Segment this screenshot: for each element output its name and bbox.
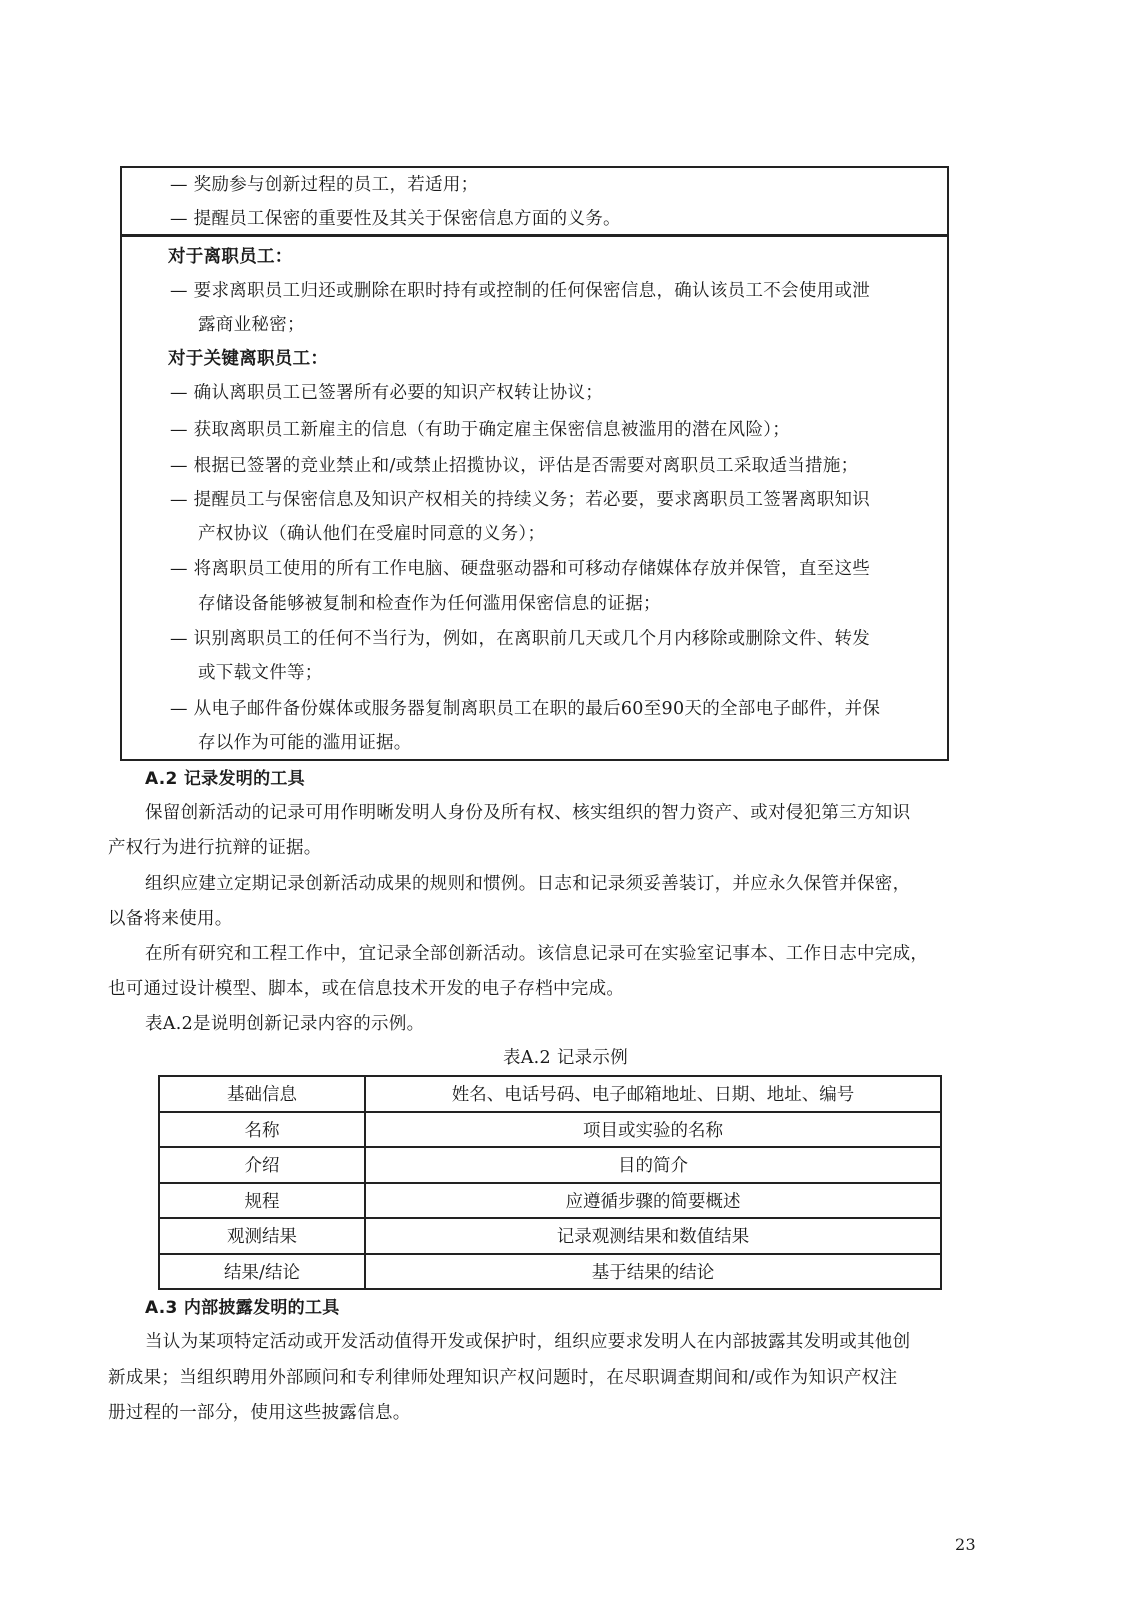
table-row <box>159 1183 941 1219</box>
list-item: — 识别离职员工的任何不当行为，例如，在离职前几天或几个月内移除或删除文件、转发 <box>170 629 871 649</box>
table-cell-key: 名称 <box>159 1112 365 1148</box>
paragraph-line: 新成果；当组织聘用外部顾问和专利律师处理知识产权问题时，在尽职调查期间和/或作为知识产权注 <box>108 1368 898 1388</box>
paragraph-line: 在所有研究和工程工作中，宜记录全部创新活动。该信息记录可在实验室记事本、工作日志中完成， <box>145 944 929 964</box>
list-item: — 从电子邮件备份媒体或服务器复制离职员工在职的最后60至90天的全部电子邮件，并保 <box>170 699 881 719</box>
table-cell-key: 介绍 <box>159 1147 365 1183</box>
paragraph-line: 组织应建立定期记录创新活动成果的规则和惯例。日志和记录须妥善装订，并应永久保管并保密， <box>145 874 911 894</box>
table-cell-key: 规程 <box>159 1183 365 1219</box>
list-item: — 提醒员工保密的重要性及其关于保密信息方面的义务。 <box>170 209 621 229</box>
table-row <box>159 1112 941 1148</box>
list-item-continued: 露商业秘密； <box>198 315 305 335</box>
heading-key-leaving-employees: 对于关键离职员工： <box>168 349 329 369</box>
paragraph-line: 以备将来使用。 <box>108 909 233 929</box>
table-cell-value: 项目或实验的名称 <box>365 1112 941 1148</box>
list-item: — 提醒员工与保密信息及知识产权相关的持续义务；若必要，要求离职员工签署离职知识 <box>170 490 871 510</box>
table-row <box>159 1147 941 1183</box>
list-item: — 获取离职员工新雇主的信息（有助于确定雇主保密信息被滥用的潜在风险）； <box>170 420 791 440</box>
list-item-continued: 存以作为可能的滥用证据。 <box>198 733 412 753</box>
paragraph-line: 保留创新活动的记录可用作明晰发明人身份及所有权、核实组织的智力资产、或对侵犯第三方知识 <box>145 803 911 823</box>
table-cell-value: 姓名、电话号码、电子邮箱地址、日期、地址、编号 <box>365 1076 941 1112</box>
paragraph-line: 当认为某项特定活动或开发活动值得开发或保护时，组织应要求发明人在内部披露其发明或其他创 <box>145 1332 911 1352</box>
list-item-continued: 产权协议（确认他们在受雇时同意的义务）； <box>198 524 546 544</box>
list-item: — 根据已签署的竞业禁止和/或禁止招揽协议，评估是否需要对离职员工采取适当措施； <box>170 456 859 476</box>
table-cell-value: 基于结果的结论 <box>365 1254 941 1290</box>
heading-leaving-employees: 对于离职员工： <box>168 247 293 267</box>
table-cell-value: 应遵循步骤的简要概述 <box>365 1183 941 1219</box>
list-item: — 将离职员工使用的所有工作电脑、硬盘驱动器和可移动存储媒体存放并保管，直至这些 <box>170 559 871 579</box>
table-cell-value: 目的简介 <box>365 1147 941 1183</box>
table-row <box>159 1254 941 1290</box>
paragraph-line: 册过程的一部分，使用这些披露信息。 <box>108 1403 411 1423</box>
section-heading-a2: A.2 记录发明的工具 <box>145 769 305 789</box>
record-example-table <box>158 1075 942 1290</box>
list-item: — 奖励参与创新过程的员工，若适用； <box>170 175 479 195</box>
table-row <box>159 1076 941 1112</box>
list-item-continued: 存储设备能够被复制和检查作为任何滥用保密信息的证据； <box>198 594 661 614</box>
paragraph-line: 也可通过设计模型、脚本，或在信息技术开发的电子存档中完成。 <box>108 979 625 999</box>
section-heading-a3: A.3 内部披露发明的工具 <box>145 1298 340 1318</box>
table-row <box>159 1218 941 1254</box>
paragraph-line: 产权行为进行抗辩的证据。 <box>108 838 322 858</box>
list-item-continued: 或下载文件等； <box>198 663 323 683</box>
paragraph-line: 表A.2是说明创新记录内容的示例。 <box>145 1014 425 1034</box>
list-item: — 确认离职员工已签署所有必要的知识产权转让协议； <box>170 383 604 403</box>
table-caption: 表A.2 记录示例 <box>502 1048 629 1068</box>
table-cell-key: 基础信息 <box>159 1076 365 1112</box>
page-number: 23 <box>955 1535 976 1554</box>
table-cell-key: 观测结果 <box>159 1218 365 1254</box>
table-cell-key: 结果/结论 <box>159 1254 365 1290</box>
list-item: — 要求离职员工归还或删除在职时持有或控制的任何保密信息，确认该员工不会使用或泄 <box>170 281 871 301</box>
table-cell-value: 记录观测结果和数值结果 <box>365 1218 941 1254</box>
